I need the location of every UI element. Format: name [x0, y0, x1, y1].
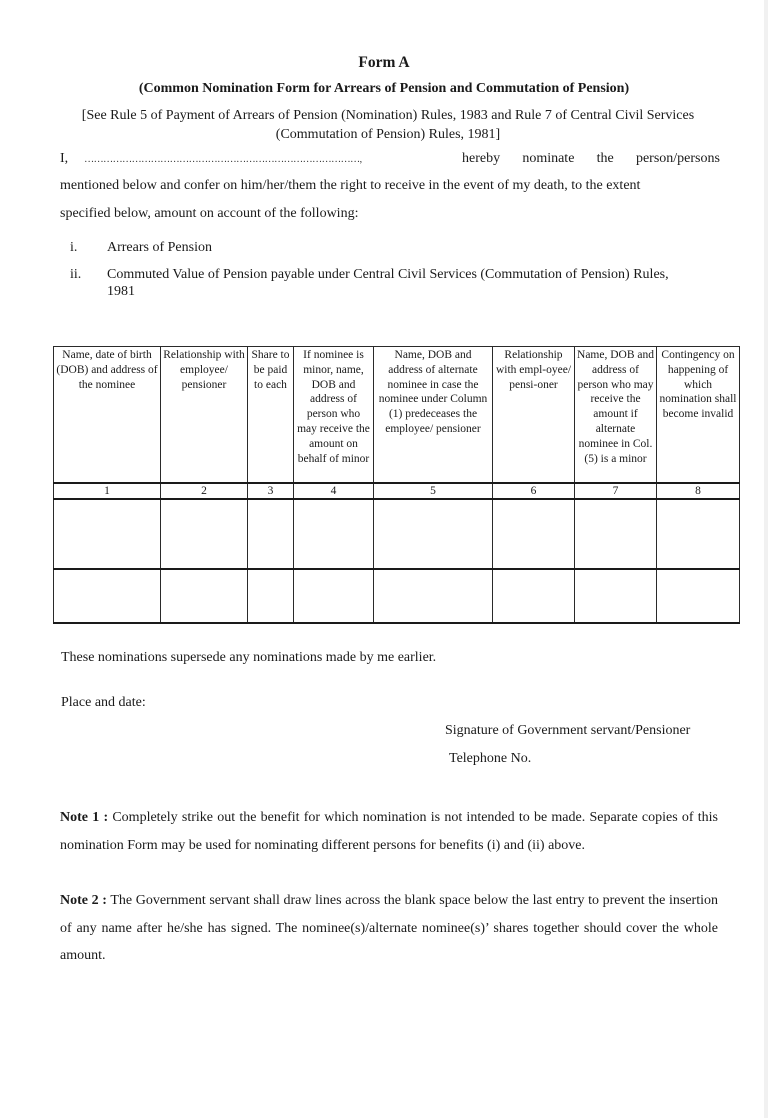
note-label: Note 2 : — [60, 893, 107, 908]
benefit-item — [60, 239, 720, 256]
column-header: Relationship with employee/ pensioner — [161, 347, 248, 484]
column-number: 4 — [294, 483, 374, 499]
word: person/persons — [635, 151, 720, 166]
benefit-text: Arrears of Pension — [107, 240, 212, 255]
minor-guardian-cell[interactable] — [294, 569, 374, 623]
alternate-nominee-cell[interactable] — [374, 499, 493, 569]
note-text: Completely strike out the benefit for which nomination is not intended to be made. Separate copies of this nomination Form may be used for nominating different persons for benefits (i) and (ii) above. — [60, 810, 718, 853]
declaration-words — [462, 151, 720, 167]
note-label: Note 1 : — [60, 810, 109, 825]
column-header: Contingency on happening of which nomination shall become invalid — [657, 347, 740, 484]
alternate-minor-guardian-cell[interactable] — [575, 499, 657, 569]
column-number: 7 — [575, 483, 657, 499]
form-title: Form A — [358, 54, 410, 71]
benefit-item — [60, 266, 720, 300]
share-cell[interactable] — [248, 569, 294, 623]
contingency-cell[interactable] — [657, 569, 740, 623]
note-text: The Government servant shall draw lines across the blank space below the last entry to prevent the insertion of any name after he/she has signed. The nominee(s)/alternate nominee(s)’ shares together should cover the whole amount. — [60, 893, 719, 963]
share-cell[interactable] — [248, 499, 294, 569]
table-header-row — [54, 347, 740, 484]
relationship-cell[interactable] — [161, 569, 248, 623]
column-number-row — [54, 483, 740, 499]
alternate-relationship-cell[interactable] — [493, 569, 575, 623]
column-number: 5 — [374, 483, 493, 499]
table-row — [54, 569, 740, 623]
benefit-number: ii. — [70, 267, 82, 282]
column-number: 6 — [493, 483, 575, 499]
word: hereby — [462, 151, 501, 166]
nominee-cell[interactable] — [54, 569, 161, 623]
column-header: Relationship with empl-oyee/ pensi-oner — [493, 347, 575, 484]
page-edge — [764, 0, 768, 1118]
declaration-line-2: mentioned below and confer on him/her/them the right to receive in the event of my death, to the extent — [60, 178, 641, 193]
nominee-cell[interactable] — [54, 499, 161, 569]
column-header: If nominee is minor, name, DOB and address of person who may receive the amount on behalf of minor — [294, 347, 374, 484]
column-number: 1 — [54, 483, 161, 499]
column-number: 2 — [161, 483, 248, 499]
contingency-cell[interactable] — [657, 499, 740, 569]
alternate-nominee-cell[interactable] — [374, 569, 493, 623]
column-number: 3 — [248, 483, 294, 499]
note-2 — [60, 887, 718, 970]
column-header: Name, date of birth (DOB) and address of the nominee — [54, 347, 161, 484]
declaration-line-3: specified below, amount on account of the following: — [60, 206, 359, 221]
place-and-date-label: Place and date: — [61, 695, 146, 710]
minor-guardian-cell[interactable] — [294, 499, 374, 569]
signature-label: Signature of Government servant/Pensioner — [445, 723, 691, 738]
benefit-text: Commuted Value of Pension payable under Central Civil Services (Commutation of Pension) Rules, 1981 — [107, 267, 669, 299]
nomination-table — [53, 346, 740, 624]
telephone-label: Telephone No. — [449, 751, 532, 766]
supersede-statement: These nominations supersede any nominations made by me earlier. — [61, 650, 437, 665]
benefits-list — [60, 239, 720, 310]
table-row — [54, 499, 740, 569]
column-header: Name, DOB and address of alternate nominee in case the nominee under Column (1) predeceases the employee/ pensioner — [374, 347, 493, 484]
name-blank-field[interactable]: ……………………………………………………………………………, — [84, 154, 362, 165]
word: nominate — [522, 151, 575, 166]
note-1 — [60, 804, 718, 859]
column-number: 8 — [657, 483, 740, 499]
column-header: Name, DOB and address of person who may receive the amount if alternate nominee in Col. (5) is a minor — [575, 347, 657, 484]
declaration-line-1 — [60, 151, 720, 167]
relationship-cell[interactable] — [161, 499, 248, 569]
rule-reference: [See Rule 5 of Payment of Arrears of Pension (Nomination) Rules, 1983 and Rule 7 of Central Civil Services (Commutation of Pension) Rules, 1981] — [81, 108, 695, 142]
declaration-prefix: I, — [60, 151, 69, 166]
column-header: Share to be paid to each — [248, 347, 294, 484]
form-subtitle: (Common Nomination Form for Arrears of Pension and Commutation of Pension) — [138, 81, 630, 96]
word: the — [596, 151, 614, 166]
alternate-relationship-cell[interactable] — [493, 499, 575, 569]
benefit-number: i. — [70, 240, 78, 255]
alternate-minor-guardian-cell[interactable] — [575, 569, 657, 623]
